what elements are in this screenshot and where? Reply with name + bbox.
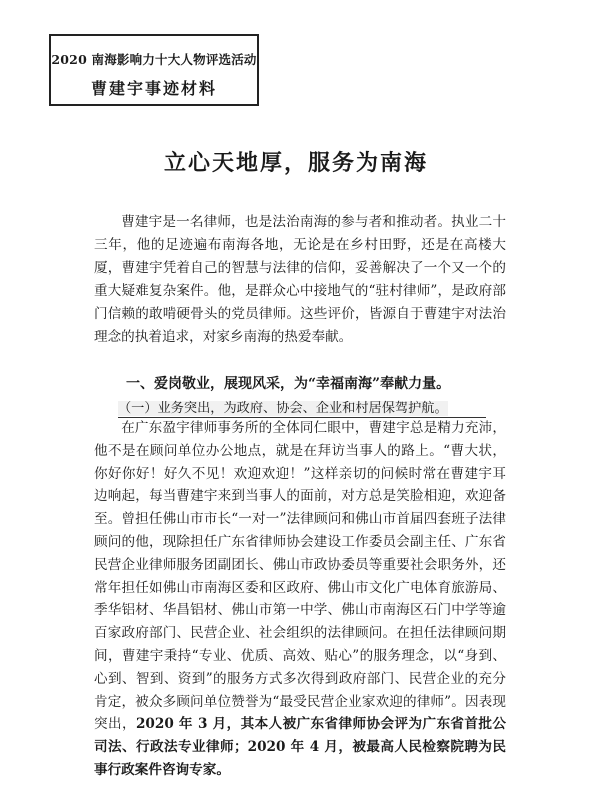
material-name: 曹建宇事迹材料 [90,79,217,98]
event-name: 2020 南海影响力十大人物评选活动 [51,52,257,67]
section-body-paragraph [94,417,506,782]
event-label-box [49,34,259,106]
subsection-heading-text: （一）业务突出，为政府、协会、企业和村居保驾护航。 [118,401,448,416]
section-body-text: 在广东盈宇律师事务所的全体同仁眼中，曹建宇总是精力充沛，他不是在顾问单位办公地点，就是在拜访当事人的路上。“曹大状，你好你好！好久不见！欢迎欢迎！”这样亲切的问候时常在曹建宇耳边响起，每当曹建宇来到当事人的面前，对方总是笑脸相迎，欢迎备至。曾担任佛山市市长“一对一”法律顾问和佛山市首届四套班子法律顾问的他，现除担任广东省律师协会建设工作委员会副主任、广东省民营企业律师服务团副团长、佛山市政协委员等重要社会职务外，还常年担任如佛山市南海区委和区政府、佛山市文化广电体育旅游局、季华铝材、华昌铝材、佛山市第一中学、佛山市南海区石门中学等逾百家政府部门、民营企业、社会组织的法律顾问。在担任法律顾问期间，曹建宇秉持“专业、优质、高效、贴心”的服务理念，以“身到、心到、智到、资到”的服务方式多次得到政府部门、民营企业的充分肯定，被众多顾问单位赞誉为“最受民营企业家欢迎的律师”。因表现突出， [94,420,506,733]
section-body-bold-text: 2020 年 3 月，其本人被广东省律师协会评为广东省首批公司法、行政法专业律师；2020 年 4 月，被最高人民检察院聘为民事行政案件咨询专家。 [94,716,506,778]
subsection-heading [118,397,486,418]
document-title: 立心天地厚，服务为南海 [163,150,428,176]
intro-paragraph: 曹建宇是一名律师，也是法治南海的参与者和推动者。执业二十三年，他的足迹遍布南海各地，无论是在乡村田野，还是在高楼大厦，曹建宇凭着自己的智慧与法律的信仰，妥善解决了一个又一个的重大疑难复杂案件。他，是群众心中接地气的“驻村律师”，是政府部门信赖的敢啃硬骨头的党员律师。这些评价，皆源自于曹建宇对法治理念的执着追求，对家乡南海的热爱奉献。 [94,214,506,345]
section-heading: 一、爱岗敬业，展现风采，为“幸福南海”奉献力量。 [126,376,451,392]
